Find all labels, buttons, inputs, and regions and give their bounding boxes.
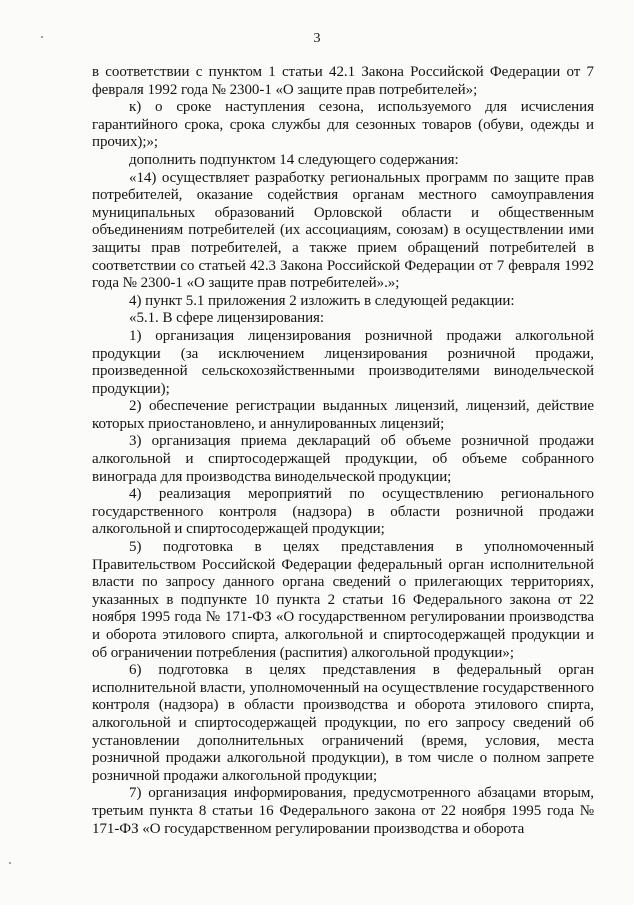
paragraph: дополнить подпунктом 14 следующего содержания:: [129, 151, 459, 168]
document-body: [92, 64, 594, 838]
page-number: 3: [313, 31, 321, 46]
paragraph: «14) осуществляет разработку региональных программ по защите прав потребителей, оказание содействия органам местного самоуправления муниципальных образований Орловской области и общественным объединениям потребителей (их ассоциациям, союзам) в осуществлении ими защиты прав потребителей, а также прием обращений потребителей в соответствии со статьей 42.3 Закона Российской Федерации от 7 февраля 1992 года № 2300-1 «О защите прав потребителей».»;: [92, 169, 594, 292]
paragraph: 4) пункт 5.1 приложения 2 изложить в следующей редакции:: [129, 292, 515, 309]
paragraph: 7) организация информирования, предусмотренного абзацами вторым, третьим пункта 8 статьи 16 Федерального закона от 22 ноября 1995 года № 171-ФЗ «О государственном регулировании производства и оборота: [92, 785, 594, 837]
paragraph: 6) подготовка в целях представления в федеральный орган исполнительной власти, уполномоченный на осуществление государственного контроля (надзора) в области производства и оборота этилового спирта, алкогольной и спиртосодержащей продукции, по его запросу сведений об установлении дополнительных ограничений (время, условия, места розничной продажи алкогольной продукции), в том числе о полном запрете розничной продажи алкогольной продукции;: [92, 662, 594, 784]
scan-speck: [41, 36, 43, 38]
paragraph: в соответствии с пунктом 1 статьи 42.1 Закона Российской Федерации от 7 февраля 1992 года № 2300-1 «О защите прав потребителей»;: [92, 64, 594, 98]
paragraph: 3) организация приема деклараций об объеме розничной продажи алкогольной и спиртосодержащей продукции, об объеме собранного винограда для производства винодельческой продукции;: [92, 433, 594, 485]
paragraph: 1) организация лицензирования розничной продажи алкогольной продукции (за исключением лицензирования розничной продажи, произведенной сельскохозяйственными производителями винодельческой продукции);: [92, 327, 594, 397]
paragraph: 4) реализация мероприятий по осуществлению регионального государственного контроля (надзора) в области розничной продажи алкогольной и спиртосодержащей продукции;: [92, 486, 594, 538]
paragraph: 5) подготовка в целях представления в уполномоченный Правительством Российской Федерации федеральный орган исполнительной власти по запросу данного органа сведений о прилегающих территориях, указанных в подпункте 10 пункта 2 статьи 16 Федерального закона от 22 ноября 1995 года № 171-ФЗ «О государственном регулировании производства и оборота этилового спирта, алкогольной и спиртосодержащей продукции и об ограничении потребления (распития) алкогольной продукции»;: [92, 539, 594, 661]
paragraph: к) о сроке наступления сезона, используемого для исчисления гарантийного срока, срока службы для сезонных товаров (обуви, одежды и прочих);»;: [92, 99, 594, 151]
paragraph: «5.1. В сфере лицензирования:: [129, 310, 325, 327]
paragraph: 2) обеспечение регистрации выданных лицензий, лицензий, действие которых приостановлено, и аннулированных лицензий;: [92, 398, 594, 432]
scan-speck: [9, 862, 11, 864]
